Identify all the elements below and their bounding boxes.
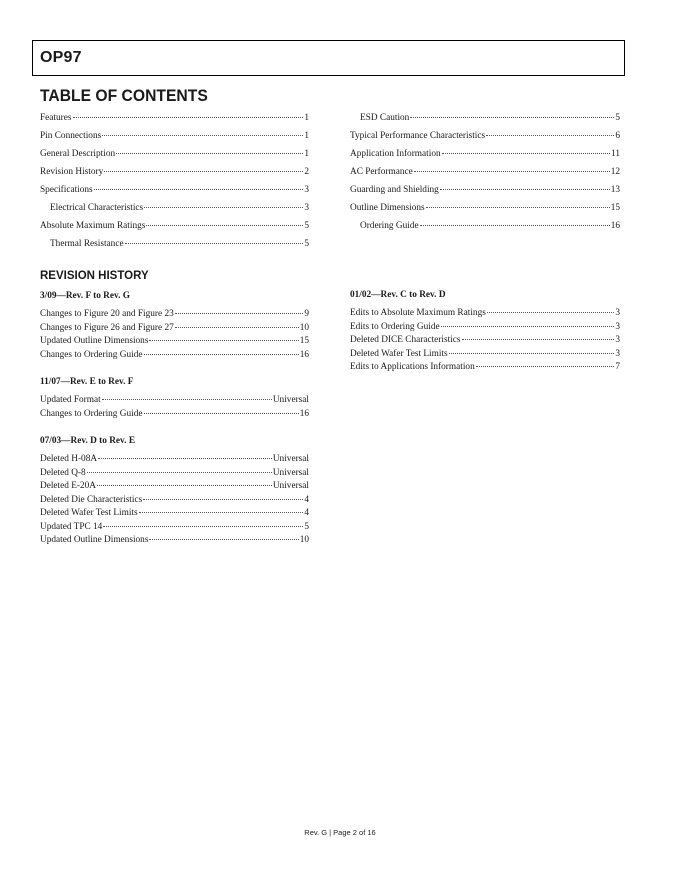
dot-leader xyxy=(486,135,614,136)
toc-entry[interactable] xyxy=(40,109,309,127)
revision-entry xyxy=(40,322,309,336)
entry-label: Specifications xyxy=(40,185,93,195)
entry-label: Changes to Ordering Guide xyxy=(40,349,143,360)
revision-entry xyxy=(40,521,309,535)
entry-page: 3 xyxy=(615,348,620,359)
entry-page: 5 xyxy=(615,113,620,123)
revision-entry xyxy=(40,308,309,322)
entry-label: Ordering Guide xyxy=(360,221,419,231)
revision-heading: 01/02—Rev. C to Rev. D xyxy=(350,290,446,300)
dot-leader xyxy=(476,366,615,367)
revision-left-column xyxy=(40,288,309,548)
entry-page: 11 xyxy=(611,149,620,159)
revision-heading: 07/03—Rev. D to Rev. E xyxy=(40,436,136,446)
entry-label: Deleted Die Characteristics xyxy=(40,494,143,505)
dot-leader xyxy=(102,135,303,136)
dot-leader xyxy=(449,353,615,354)
page-footer: Rev. G | Page 2 of 16 xyxy=(304,828,376,837)
toc-title: TABLE OF CONTENTS xyxy=(40,87,208,105)
dot-leader xyxy=(144,207,303,208)
toc-entry[interactable] xyxy=(40,235,309,253)
dot-leader xyxy=(487,312,615,313)
revision-history-title: REVISION HISTORY xyxy=(40,270,149,282)
dot-leader xyxy=(146,225,303,226)
entry-page: 4 xyxy=(304,508,309,518)
entry-page: 10 xyxy=(299,322,309,333)
dot-leader xyxy=(103,526,303,527)
dot-leader xyxy=(441,326,615,327)
toc-entry[interactable] xyxy=(350,127,620,145)
entry-page: Universal xyxy=(272,467,309,478)
toc-entry[interactable] xyxy=(40,181,309,199)
entry-label: Updated TPC 14 xyxy=(40,521,103,532)
entry-page: 1 xyxy=(304,113,309,123)
toc-right-column xyxy=(350,109,620,235)
entry-page: 10 xyxy=(299,535,309,545)
revision-entry xyxy=(350,348,620,362)
entry-label: Guarding and Shielding xyxy=(350,185,439,195)
dot-leader xyxy=(420,225,610,226)
entry-label: Updated Format xyxy=(40,395,101,405)
dot-leader xyxy=(116,153,303,154)
entry-label: Changes to Figure 20 and Figure 23 xyxy=(40,309,174,319)
revision-entry xyxy=(40,349,309,363)
revision-entry xyxy=(40,335,309,349)
entry-label: Edits to Applications Information xyxy=(350,362,475,372)
dot-leader xyxy=(87,472,272,473)
entry-label: Changes to Ordering Guide xyxy=(40,408,143,419)
revision-entry xyxy=(350,334,620,348)
revision-section xyxy=(40,288,309,362)
entry-page: 3 xyxy=(615,335,620,345)
entry-label: Thermal Resistance xyxy=(50,239,124,249)
entry-page: 5 xyxy=(304,221,309,231)
entry-label: Pin Connections xyxy=(40,131,102,141)
dot-leader xyxy=(139,512,304,513)
entry-page: 3 xyxy=(304,185,309,195)
toc-entry[interactable] xyxy=(350,145,620,163)
entry-page: 16 xyxy=(299,349,309,360)
entry-page: 15 xyxy=(299,336,309,346)
entry-label: Deleted Wafer Test Limits xyxy=(40,508,138,518)
entry-page: Universal xyxy=(272,481,309,491)
dot-leader xyxy=(102,399,272,400)
revision-entry xyxy=(40,534,309,548)
entry-label: Outline Dimensions xyxy=(350,203,425,213)
dot-leader xyxy=(144,413,299,414)
entry-label: Deleted Q-8 xyxy=(40,467,86,478)
entry-page: 1 xyxy=(304,131,309,141)
revision-entry xyxy=(40,394,309,408)
revision-entry xyxy=(40,408,309,422)
revision-section xyxy=(40,374,309,421)
dot-leader xyxy=(144,354,299,355)
dot-leader xyxy=(440,189,610,190)
entry-label: AC Performance xyxy=(350,167,413,177)
entry-page: 1 xyxy=(304,149,309,159)
entry-page: 5 xyxy=(304,521,309,532)
toc-entry[interactable] xyxy=(40,145,309,163)
dot-leader xyxy=(410,117,614,118)
entry-label: Deleted DICE Characteristics xyxy=(350,335,461,345)
dot-leader xyxy=(414,171,610,172)
entry-page: 7 xyxy=(615,362,620,372)
toc-entry[interactable] xyxy=(40,199,309,217)
toc-left-column xyxy=(40,109,309,253)
entry-label: Deleted Wafer Test Limits xyxy=(350,348,448,359)
revision-entry xyxy=(40,507,309,521)
dot-leader xyxy=(104,171,303,172)
entry-label: Edits to Ordering Guide xyxy=(350,321,440,332)
revision-heading: 11/07—Rev. E to Rev. F xyxy=(40,377,134,387)
entry-page: 4 xyxy=(304,494,309,505)
entry-page: 16 xyxy=(610,221,620,231)
entry-page: 3 xyxy=(615,321,620,332)
entry-label: Absolute Maximum Ratings xyxy=(40,221,146,231)
entry-page: Universal xyxy=(272,454,309,464)
entry-page: 5 xyxy=(304,239,309,249)
entry-page: 3 xyxy=(615,308,620,318)
part-number: OP97 xyxy=(40,49,82,66)
toc-entry[interactable] xyxy=(350,163,620,181)
dot-leader xyxy=(175,327,299,328)
toc-entry[interactable] xyxy=(350,199,620,217)
dot-leader xyxy=(143,499,303,500)
entry-page: 15 xyxy=(610,203,620,213)
entry-label: Application Information xyxy=(350,149,441,159)
entry-label: Features xyxy=(40,113,72,123)
revision-section xyxy=(40,433,309,548)
dot-leader xyxy=(97,485,272,486)
entry-label: Deleted H-08A xyxy=(40,454,98,464)
document-header xyxy=(32,40,625,76)
dot-leader xyxy=(442,153,610,154)
revision-heading: 3/09—Rev. F to Rev. G xyxy=(40,291,131,301)
entry-page: 6 xyxy=(615,131,620,141)
entry-page: 9 xyxy=(304,309,309,319)
toc-entry[interactable] xyxy=(350,181,620,199)
entry-label: Deleted E-20A xyxy=(40,481,97,491)
entry-label: Changes to Figure 26 and Figure 27 xyxy=(40,322,174,333)
entry-label: Updated Outline Dimensions xyxy=(40,336,149,346)
entry-label: ESD Caution xyxy=(360,113,410,123)
entry-page: 3 xyxy=(304,203,309,213)
dot-leader xyxy=(98,458,272,459)
entry-label: Updated Outline Dimensions xyxy=(40,535,149,545)
revision-entry xyxy=(40,453,309,467)
dot-leader xyxy=(94,189,304,190)
toc-entry[interactable] xyxy=(40,127,309,145)
toc-entry[interactable] xyxy=(350,217,620,235)
entry-page: 16 xyxy=(299,408,309,419)
revision-section xyxy=(350,287,620,375)
toc-entry[interactable] xyxy=(40,163,309,181)
dot-leader xyxy=(125,243,304,244)
entry-label: Electrical Characteristics xyxy=(50,203,144,213)
revision-entry xyxy=(40,480,309,494)
dot-leader xyxy=(149,340,298,341)
toc-entry[interactable] xyxy=(40,217,309,235)
dot-leader xyxy=(149,539,298,540)
revision-entry xyxy=(350,361,620,375)
dot-leader xyxy=(462,339,615,340)
dot-leader xyxy=(426,207,610,208)
entry-page: 13 xyxy=(610,185,620,195)
entry-label: Edits to Absolute Maximum Ratings xyxy=(350,308,486,318)
entry-label: Revision History xyxy=(40,167,104,177)
revision-entry xyxy=(40,494,309,508)
entry-label: General Description xyxy=(40,149,116,159)
entry-page: Universal xyxy=(272,395,309,405)
revision-entry xyxy=(350,307,620,321)
entry-label: Typical Performance Characteristics xyxy=(350,131,486,141)
toc-entry[interactable] xyxy=(350,109,620,127)
revision-entry xyxy=(40,467,309,481)
dot-leader xyxy=(73,117,304,118)
entry-page: 12 xyxy=(610,167,620,177)
revision-entry xyxy=(350,321,620,335)
entry-page: 2 xyxy=(304,167,309,177)
revision-right-column xyxy=(350,287,620,375)
dot-leader xyxy=(175,313,304,314)
